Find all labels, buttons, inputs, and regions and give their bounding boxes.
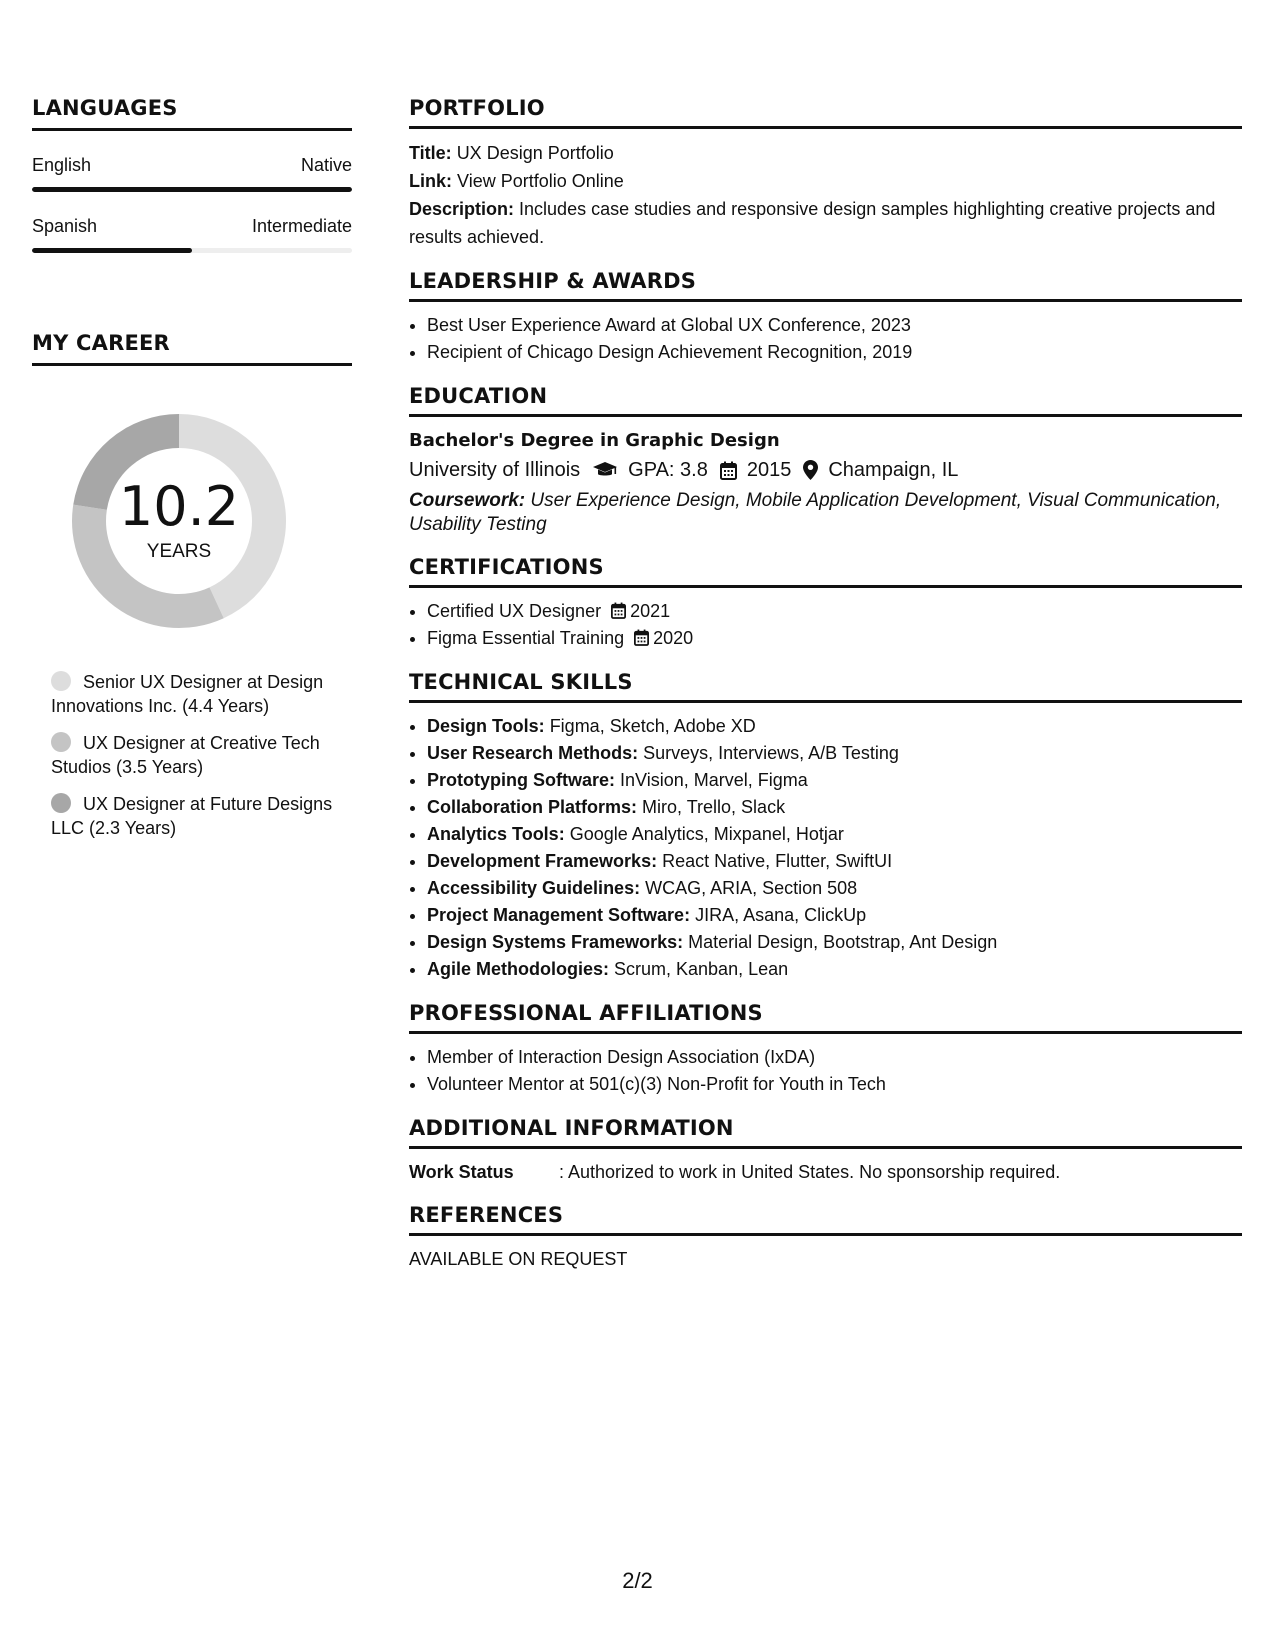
language-bar-fill — [32, 187, 352, 192]
list-item — [427, 713, 1242, 740]
education-rule — [409, 414, 1242, 417]
list-item — [427, 740, 1242, 767]
skill-value: WCAG, ARIA, Section 508 — [645, 878, 858, 898]
education-degree: Bachelor's Degree in Graphic Design — [409, 430, 780, 451]
certifications-section — [409, 555, 1242, 652]
list-item — [427, 794, 1242, 821]
leadership-list — [409, 312, 1242, 366]
legend-dot — [51, 732, 71, 752]
career-legend — [51, 670, 336, 840]
education-gpa: GPA: 3.8 — [628, 459, 708, 481]
cert-year: 2020 — [653, 628, 694, 648]
list-item — [427, 625, 1242, 652]
left-column — [32, 96, 352, 853]
language-item — [32, 216, 352, 253]
list-item — [427, 848, 1242, 875]
portfolio-description-field — [409, 195, 1242, 251]
skill-label: Design Systems Frameworks: — [427, 932, 684, 952]
references-value: AVAILABLE ON REQUEST — [409, 1249, 628, 1269]
cert-year: 2021 — [630, 601, 671, 621]
coursework-value: User Experience Design, Mobile Application Development, Visual Communication, Usability Testing — [409, 490, 1222, 535]
list-item: • Member of Interaction Design Association (IxDA) — [427, 1044, 1242, 1071]
list-item — [427, 767, 1242, 794]
education-title: EDUCATION — [409, 384, 548, 408]
work-status-value: : Authorized to work in United States. No sponsorship required. — [559, 1162, 1061, 1182]
list-item — [427, 598, 1242, 625]
language-name: English — [32, 155, 92, 175]
coursework-label: Coursework: — [409, 490, 526, 511]
portfolio-link-field — [409, 167, 1242, 195]
career-section — [32, 331, 352, 840]
skill-value: Figma, Sketch, Adobe XD — [549, 716, 756, 736]
language-level: Native — [300, 155, 352, 175]
legend-label: Senior UX Designer at Design Innovations Inc. (4.4 Years) — [51, 672, 324, 716]
affiliations-title: PROFESSIONAL AFFILIATIONS — [409, 1001, 763, 1025]
additional-rule — [409, 1146, 1242, 1149]
work-status-row — [409, 1159, 1242, 1185]
education-section — [409, 384, 1242, 537]
graduation-cap-icon — [592, 461, 618, 479]
cert-name: Figma Essential Training — [427, 628, 625, 648]
skills-list — [409, 713, 1242, 983]
portfolio-title-field — [409, 139, 1242, 167]
list-item — [427, 821, 1242, 848]
list-item: • Volunteer Mentor at 501(c)(3) Non-Profit for Youth in Tech — [427, 1071, 1242, 1098]
skill-value: JIRA, Asana, ClickUp — [695, 905, 867, 925]
list-item — [427, 929, 1242, 956]
career-unit: YEARS — [146, 541, 212, 562]
education-school: University of Illinois — [409, 459, 581, 481]
skill-label: Prototyping Software: — [427, 770, 615, 790]
page-number: 2/2 — [622, 1568, 653, 1593]
language-bar — [32, 248, 352, 253]
affiliations-list — [409, 1044, 1242, 1098]
legend-dot — [51, 793, 71, 813]
skill-label: Design Tools: — [427, 716, 545, 736]
career-donut-chart — [66, 408, 292, 634]
portfolio-link[interactable]: View Portfolio Online — [457, 171, 624, 191]
affiliations-section — [409, 1001, 1242, 1098]
list-item — [427, 902, 1242, 929]
skill-value: Google Analytics, Mixpanel, Hotjar — [569, 824, 844, 844]
career-total: 10.2 — [118, 475, 240, 538]
additional-section — [409, 1116, 1242, 1185]
skill-value: Miro, Trello, Slack — [642, 797, 786, 817]
skill-label: Agile Methodologies: — [427, 959, 609, 979]
skills-title: TECHNICAL SKILLS — [409, 670, 633, 694]
education-location: Champaign, IL — [828, 459, 959, 481]
language-item — [32, 155, 352, 192]
location-pin-icon — [803, 460, 818, 480]
right-column — [409, 96, 1242, 1272]
language-bar-fill — [32, 248, 192, 253]
language-bar — [32, 187, 352, 192]
certifications-rule — [409, 585, 1242, 588]
work-status-label: Work Status — [409, 1162, 514, 1182]
references-rule — [409, 1233, 1242, 1236]
field-value: UX Design Portfolio — [456, 143, 614, 163]
references-title: REFERENCES — [409, 1203, 564, 1227]
skills-section — [409, 670, 1242, 983]
skill-label: User Research Methods: — [427, 743, 639, 763]
skill-label: Development Frameworks: — [427, 851, 658, 871]
leadership-title: LEADERSHIP & AWARDS — [409, 269, 697, 293]
education-coursework — [409, 489, 1242, 537]
leadership-section — [409, 269, 1242, 366]
legend-label: UX Designer at Creative Tech Studios (3.5 Years) — [51, 733, 320, 777]
portfolio-rule — [409, 126, 1242, 129]
language-name: Spanish — [32, 216, 98, 236]
legend-dot — [51, 671, 71, 691]
skill-label: Collaboration Platforms: — [427, 797, 638, 817]
field-label: Link: — [409, 171, 452, 191]
legend-item — [51, 792, 336, 840]
field-label: Title: — [409, 143, 452, 163]
field-label: Description: — [409, 199, 515, 219]
portfolio-section — [409, 96, 1242, 251]
skill-label: Analytics Tools: — [427, 824, 565, 844]
skill-label: Project Management Software: — [427, 905, 691, 925]
legend-label: UX Designer at Future Designs LLC (2.3 Years) — [51, 794, 333, 838]
career-rule — [32, 363, 352, 366]
education-meta — [409, 455, 1242, 485]
portfolio-title: PORTFOLIO — [409, 96, 545, 120]
legend-item — [51, 731, 336, 779]
list-item: • Recipient of Chicago Design Achievement Recognition, 2019 — [427, 339, 1242, 366]
legend-item — [51, 670, 336, 718]
additional-title: ADDITIONAL INFORMATION — [409, 1116, 734, 1140]
skill-value: Material Design, Bootstrap, Ant Design — [688, 932, 998, 952]
affiliations-rule — [409, 1031, 1242, 1034]
skill-value: InVision, Marvel, Figma — [620, 770, 808, 790]
cert-name: Certified UX Designer — [427, 601, 602, 621]
certifications-list — [409, 598, 1242, 652]
career-title: MY CAREER — [32, 331, 170, 355]
calendar-icon — [720, 461, 737, 480]
certifications-title: CERTIFICATIONS — [409, 555, 604, 579]
languages-title: LANGUAGES — [32, 96, 178, 120]
list-item — [427, 956, 1242, 983]
skill-value: React Native, Flutter, SwiftUI — [662, 851, 893, 871]
languages-rule — [32, 128, 352, 131]
language-level: Intermediate — [251, 216, 352, 236]
skills-rule — [409, 700, 1242, 703]
calendar-icon — [634, 629, 649, 646]
skill-value: Scrum, Kanban, Lean — [614, 959, 789, 979]
list-item: • Best User Experience Award at Global UX Conference, 2023 — [427, 312, 1242, 339]
calendar-icon — [611, 602, 626, 619]
skill-value: Surveys, Interviews, A/B Testing — [643, 743, 899, 763]
leadership-rule — [409, 299, 1242, 302]
education-year: 2015 — [746, 459, 792, 481]
references-section — [409, 1203, 1242, 1272]
list-item — [427, 875, 1242, 902]
skill-label: Accessibility Guidelines: — [427, 878, 641, 898]
field-value: Includes case studies and responsive design samples highlighting creative projects and results achieved. — [409, 199, 1216, 247]
